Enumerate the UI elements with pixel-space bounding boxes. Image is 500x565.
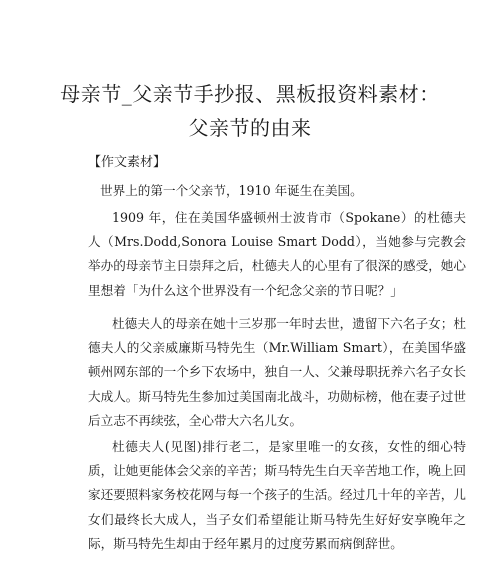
document-title-line-2: 父亲节的由来 <box>188 116 312 140</box>
document-title-line-1: 母亲节_父亲节手抄报、黑板报资料素材： <box>60 82 440 106</box>
paragraph-4: 杜德夫人(见图)排行老二，是家里唯一的女孩，女性的细心特质，让她更能体会父亲的辛苦；斯马特先生白天辛苦地工作，晚上回家还要照料家务校花网与每一个孩子的生活。经过几十年的辛苦，儿女们最终长大成人，当子女们希望能让斯马特先生好好安享晚年之际，斯马特先生却由于经年累月的过度劳累而病倒辞世。 <box>88 439 466 551</box>
section-tag: 【作文素材】 <box>88 155 167 170</box>
paragraph-3: 杜德夫人的母亲在她十三岁那一年时去世，遗留下六名子女；杜德夫人的父亲威廉斯马特先生（Mr.William Smart），在美国华盛顿州网东部的一个乡下农场中，独自一人、父兼母职抚养六名子女长大成人。斯马特先生参加过美国南北战斗，功勋标榜，他在妻子过世后立志不再续弦，全心带大六名儿女。 <box>88 316 466 428</box>
paragraph-2: 1909 年，住在美国华盛顿州士波肯市（Spokane）的杜德夫人（Mrs.Dodd,Sonora Louise Smart Dodd），当她参与完教会举办的母亲节主日崇拜之后，杜德夫人的心里有了很深的感受，她心里想着「为什么这个世界没有一个纪念父亲的节日呢？」 <box>88 210 466 298</box>
paragraph-1: 世界上的第一个父亲节，1910 年诞生在美国。 <box>100 183 363 198</box>
